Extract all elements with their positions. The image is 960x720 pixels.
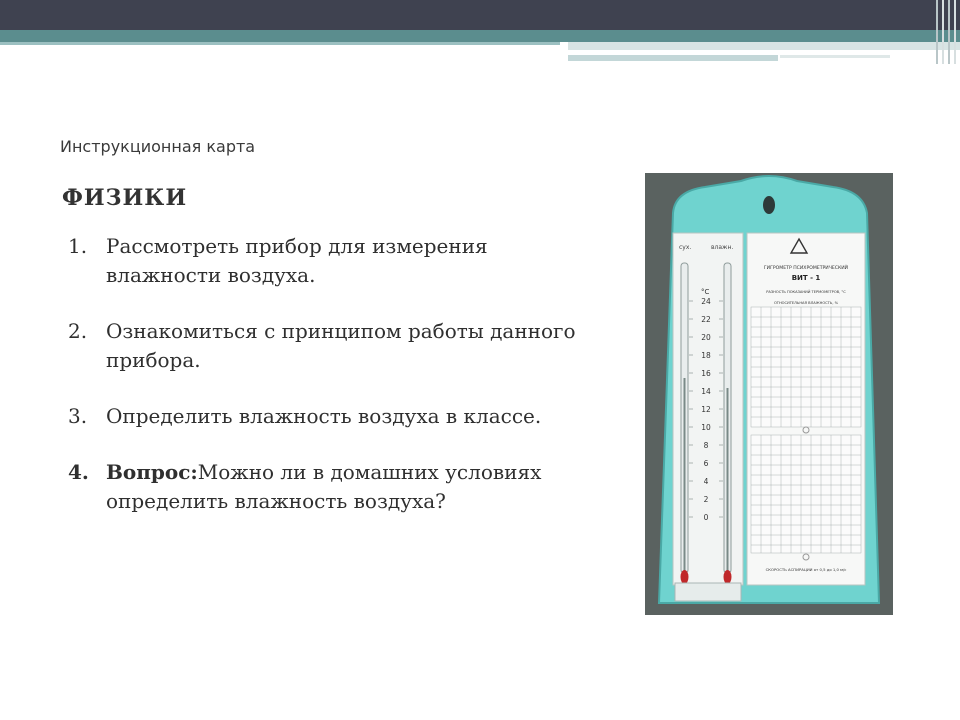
scale-label: 14 bbox=[701, 387, 711, 396]
aspiration-note: СКОРОСТЬ АСПИРАЦИИ от 0,5 до 1,0 м/с bbox=[765, 567, 847, 572]
wet-bulb bbox=[724, 570, 732, 584]
scale-label: 16 bbox=[701, 369, 711, 378]
task-number: 1. bbox=[68, 234, 88, 258]
dry-mercury-column bbox=[684, 378, 686, 573]
task-text: Можно ли в домашних условиях определить влажность воздуха? bbox=[106, 460, 542, 513]
slide-subtitle: ФИЗИКИ bbox=[62, 185, 188, 211]
table-header-difference: РАЗНОСТЬ ПОКАЗАНИЙ ТЕРМОМЕТРОВ, °С bbox=[766, 290, 846, 294]
table-header-humidity: ОТНОСИТЕЛЬНАЯ ВЛАЖНОСТЬ, % bbox=[773, 301, 839, 305]
task-item bbox=[68, 317, 588, 375]
device-model: ВИТ - 1 bbox=[791, 274, 821, 282]
decor-stripe bbox=[780, 55, 890, 58]
scale-label: 2 bbox=[703, 495, 709, 504]
scale-label: 20 bbox=[701, 333, 711, 342]
hanging-hole bbox=[763, 196, 775, 214]
unit-label: °C bbox=[701, 288, 710, 296]
top-accent-stripe bbox=[0, 30, 960, 42]
task-text: Рассмотреть прибор для измерения влажности воздуха. bbox=[106, 234, 488, 287]
scale-label: 12 bbox=[701, 405, 711, 414]
water-reservoir bbox=[675, 583, 741, 601]
scale-label: 8 bbox=[703, 441, 709, 450]
decor-stripe bbox=[568, 42, 960, 50]
task-number: 4. bbox=[68, 460, 89, 484]
scale-label: 0 bbox=[703, 513, 709, 522]
question-label: Вопрос: bbox=[106, 460, 198, 484]
top-banner bbox=[0, 0, 960, 30]
hygrometer-photo bbox=[645, 173, 893, 615]
hygrometer-illustration bbox=[645, 173, 893, 615]
task-item bbox=[68, 232, 588, 290]
task-item bbox=[68, 402, 588, 431]
corner-decor bbox=[932, 0, 960, 64]
task-text: Определить влажность воздуха в классе. bbox=[106, 404, 542, 428]
task-number: 2. bbox=[68, 319, 88, 343]
scale-label: 6 bbox=[703, 459, 709, 468]
scale-label: 18 bbox=[701, 351, 711, 360]
decor-stripe bbox=[0, 42, 560, 45]
device-name: ГИГРОМЕТР ПСИХРОМЕТРИЧЕСКИЙ bbox=[763, 266, 849, 271]
wet-label: влажн. bbox=[711, 244, 734, 251]
scale-label: 10 bbox=[701, 423, 711, 432]
task-number: 3. bbox=[68, 404, 88, 428]
slide-title: Инструкционная карта bbox=[60, 137, 256, 156]
scale-label: 4 bbox=[703, 477, 709, 486]
wet-mercury-column bbox=[727, 388, 729, 573]
task-list bbox=[68, 232, 588, 543]
task-text: Ознакомиться с принципом работы данного прибора. bbox=[106, 319, 576, 372]
scale-label: 24 bbox=[701, 297, 711, 306]
scale-label: 22 bbox=[701, 315, 711, 324]
decor-stripe bbox=[568, 55, 778, 61]
dry-label: сух. bbox=[679, 244, 692, 251]
dry-bulb bbox=[681, 570, 689, 584]
task-item-question bbox=[68, 458, 588, 516]
